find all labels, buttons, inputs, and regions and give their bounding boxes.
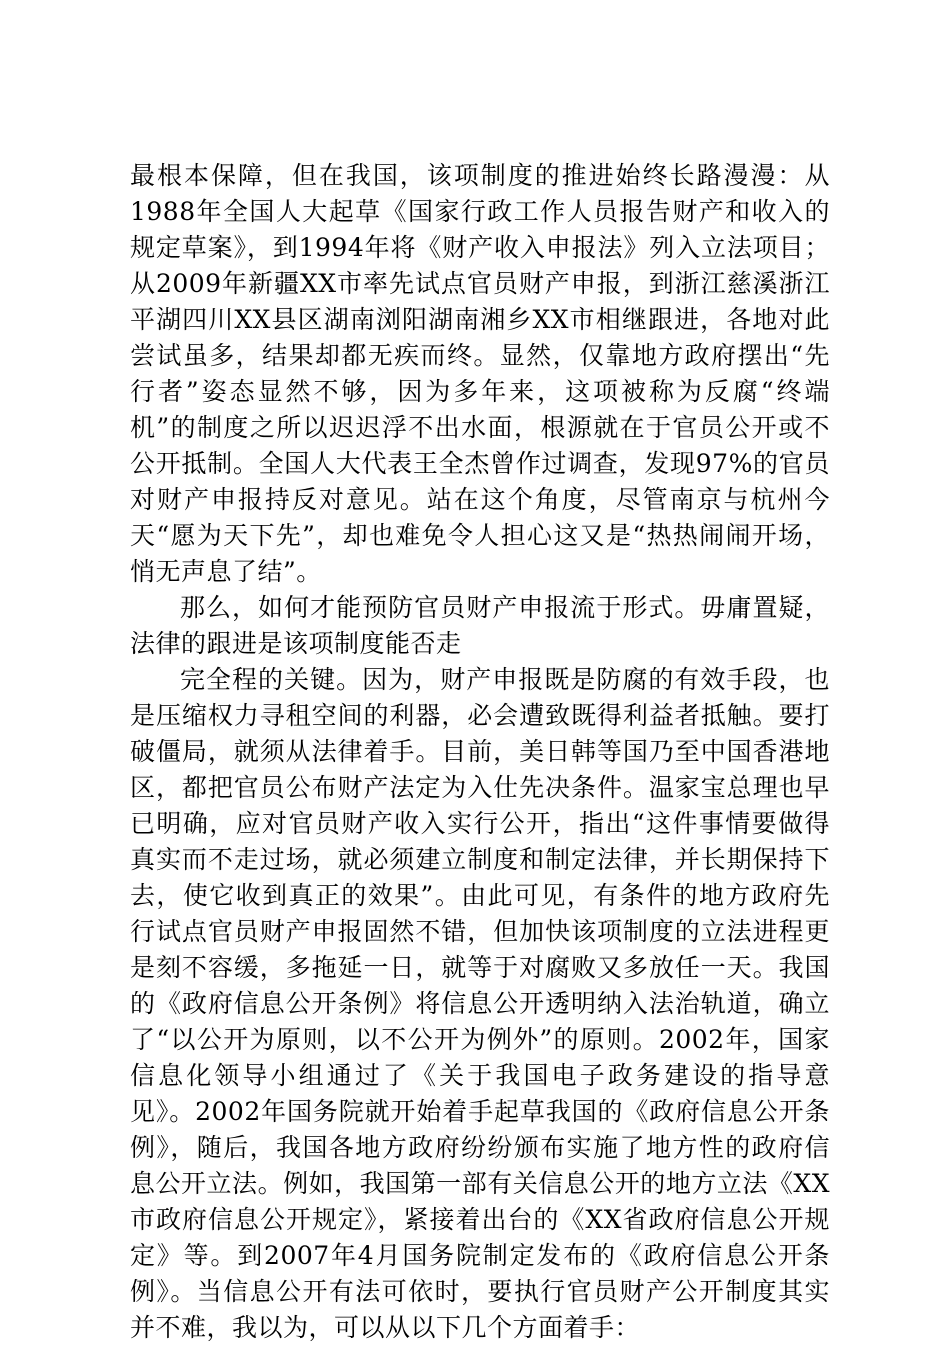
paragraph-1: 最根本保障，但在我国，该项制度的推进始终长路漫漫：从1988年全国人大起草《国家行政工作人员报告财产和收入的规定草案》，到1994年将《财产收入申报法》列入立法项目；从2009年新疆XX市率先试点官员财产申报，到浙江慈溪浙江平湖四川XX县区湖南浏阳湖南湘乡XX市相继跟进，各地对此尝试虽多，结果却都无疾而终。显然，仅靠地方政府摆出“先行者”姿态显然不够，因为多年来，这项被称为反腐“终端机”的制度之所以迟迟浮不出水面，根源就在于官员公开或不公开抵制。全国人大代表王全杰曾作过调查，发现97%的官员对财产申报持反对意见。站在这个角度，尽管南京与杭州今天“愿为天下先”，却也难免令人担心这又是“热热闹闹开场，悄无声息了结”。 xyxy=(130,161,830,586)
paragraph-3: 完全程的关键。因为，财产申报既是防腐的有效手段，也是压缩权力寻租空间的利器，必会遭致既得利益者抵触。要打破僵局，就须从法律着手。目前，美日韩等国乃至中国香港地区，都把官员公布财产法定为入仕先决条件。温家宝总理也早已明确，应对官员财产收入实行公开，指出“这件事情要做得真实而不走过场，就必须建立制度和制定法律，并长期保持下去，使它收到真正的效果”。由此可见，有条件的地方政府先行试点官员财产申报固然不错，但加快该项制度的立法进程更是刻不容缓，多拖延一日，就等于对腐败又多放任一天。我国的《政府信息公开条例》将信息公开透明纳入法治轨道，确立了“以公开为原则，以不公开为例外”的原则。2002年，国家信息化领导小组通过了《关于我国电子政务建设的指导意见》。2002年国务院就开始着手起草我国的《政府信息公开条例》，随后，我国各地方政府纷纷颁布实施了地方性的政府信息公开立法。例如，我国第一部有关信息公开的地方立法《XX市政府信息公开规定》，紧接着出台的《XX省政府信息公开规定》等。到2007年4月国务院制定发布的《政府信息公开条例》。当信息公开有法可依时，要执行官员财产公开制度其实并不难，我以为，可以从以下几个方面着手： xyxy=(130,665,830,1342)
body-text xyxy=(130,158,830,1346)
paragraph-2: 那么，如何才能预防官员财产申报流于形式。毋庸置疑，法律的跟进是该项制度能否走 xyxy=(130,593,830,658)
